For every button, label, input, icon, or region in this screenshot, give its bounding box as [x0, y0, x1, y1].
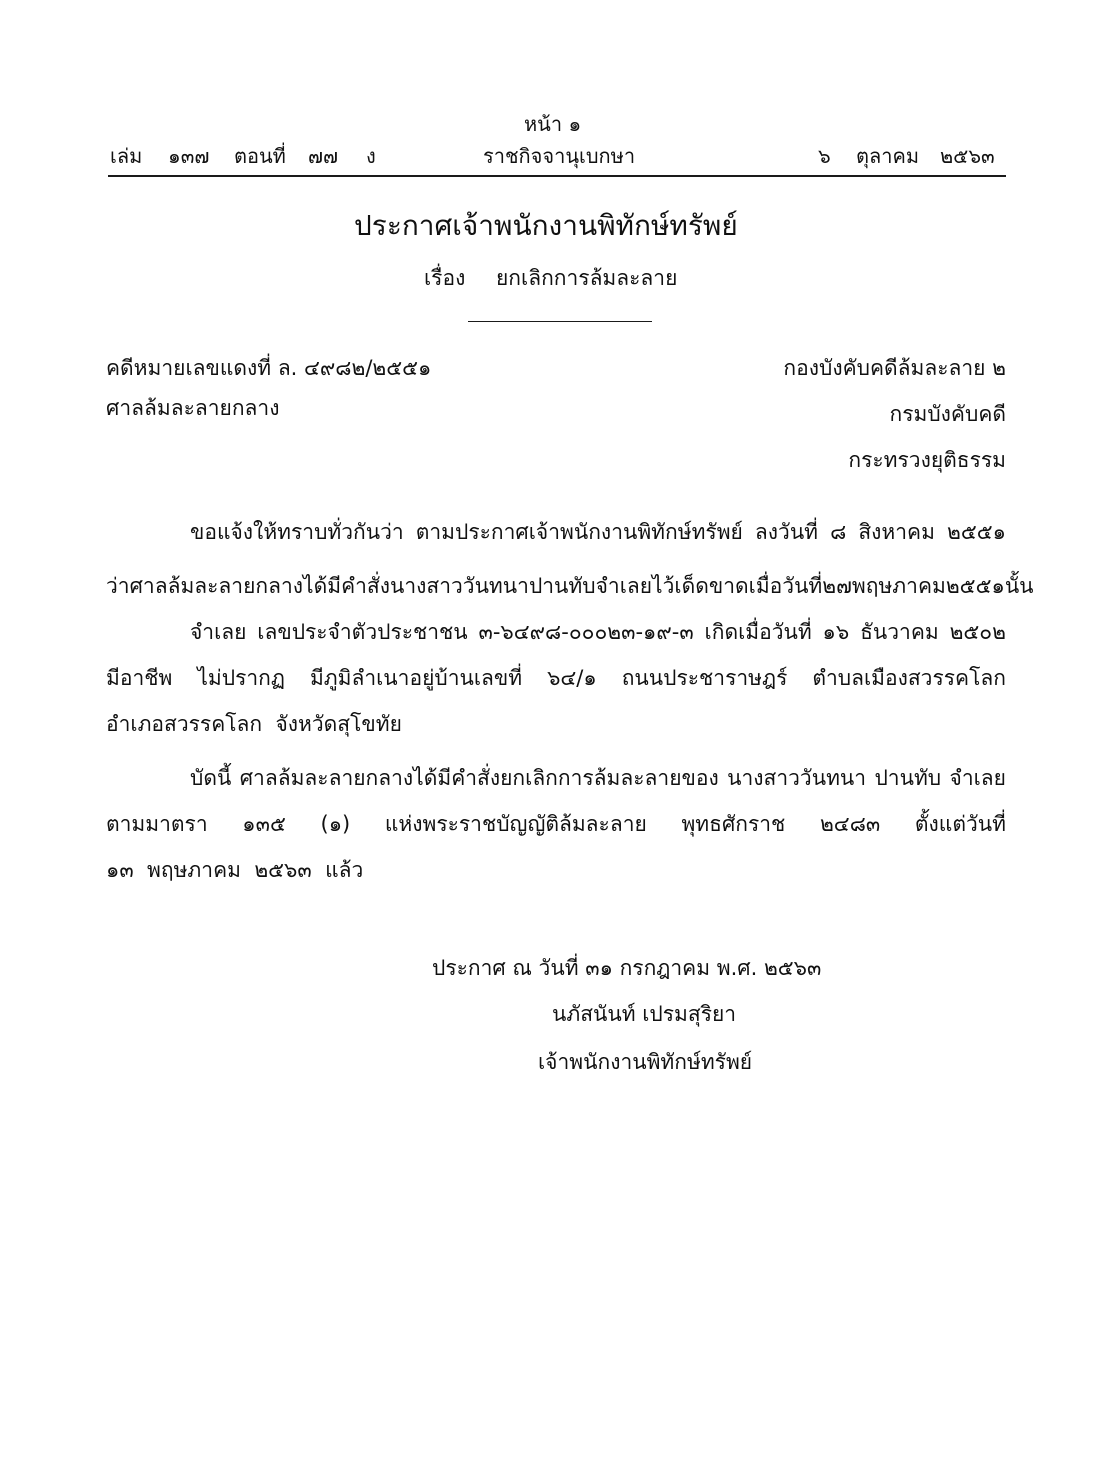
text-segment: แห่งพระราชบัญญัติล้มละลาย	[384, 812, 647, 836]
paragraph-2-line-1	[190, 622, 1006, 643]
text-segment: ลงวันที่	[754, 520, 819, 544]
paragraph-2-line-2	[106, 668, 1006, 689]
case-number: คดีหมายเลขแดงที่ ล. ๔๙๘๒/๒๕๕๑	[106, 356, 432, 380]
subject-text: ยกเลิกการล้มละลาย	[496, 266, 678, 290]
text-segment: เลขประจำตัวประชาชน	[257, 620, 468, 644]
page-number: หน้า ๑	[524, 112, 582, 136]
section-number: ๗๗	[308, 144, 339, 168]
text-segment: มีภูมิลำเนาอยู่บ้านเลขที่	[309, 666, 523, 690]
section-letter: ง	[366, 144, 376, 168]
text-segment: ขอแจ้งให้ทราบทั่วกันว่า	[190, 520, 404, 544]
text-segment: นางสาววันทนา	[727, 766, 867, 790]
announcement-date: ประกาศ ณ วันที่ ๓๑ กรกฎาคม พ.ศ. ๒๕๖๓	[432, 956, 822, 980]
office-ministry: กระทรวงยุติธรรม	[848, 448, 1006, 472]
header-date-year: ๒๕๖๓	[940, 144, 995, 168]
paragraph-3-line-2	[106, 814, 1006, 835]
text-segment: ไม่ปรากฏ	[197, 666, 285, 690]
text-segment: ๒๔๘๓	[819, 812, 881, 836]
volume-number: ๑๓๗	[168, 144, 210, 168]
text-segment: ว่าศาลล้มละลายกลางได้มีคำสั่ง	[106, 574, 390, 598]
text-segment: ๖๔/๑	[547, 666, 597, 690]
text-segment: (๑)	[320, 812, 351, 836]
office-department: กรมบังคับคดี	[889, 402, 1006, 426]
signatory-name: นภัสนันท์ เปรมสุริยา	[552, 1002, 737, 1026]
text-segment: จำเลย	[949, 766, 1006, 790]
text-segment: จำเลย	[190, 620, 247, 644]
subject-label: เรื่อง	[424, 266, 466, 290]
text-segment: พุทธศักราช	[681, 812, 786, 836]
text-segment: ปานทับ	[874, 766, 942, 790]
text-segment: ศาลล้มละลายกลางได้มีคำสั่งยกเลิกการล้มละลายของ	[239, 766, 719, 790]
text-segment: ๒๕๕๑	[945, 574, 1005, 598]
text-segment: ๑๖	[822, 620, 850, 644]
text-segment: ๒๕๕๑	[946, 520, 1006, 544]
text-segment: ธันวาคม	[860, 620, 939, 644]
text-segment: พฤษภาคม	[851, 574, 946, 598]
text-segment: ถนนประชาราษฎร์	[621, 666, 788, 690]
text-segment: จำเลย	[595, 574, 653, 598]
text-segment: มีอาชีพ	[106, 666, 173, 690]
text-segment: ๘	[830, 520, 847, 544]
text-segment: สิงหาคม	[858, 520, 935, 544]
text-segment: เมื่อวันที่	[748, 574, 823, 598]
text-segment: ๑๓๕	[242, 812, 286, 836]
header-date-day: ๖	[818, 144, 831, 168]
header-rule	[108, 175, 1006, 177]
header-date-month: ตุลาคม	[856, 144, 920, 168]
section-label: ตอนที่	[234, 144, 286, 168]
gazette-name: ราชกิจจานุเบกษา	[483, 144, 636, 168]
volume-label: เล่ม	[110, 144, 143, 168]
signatory-position: เจ้าพนักงานพิทักษ์ทรัพย์	[538, 1050, 753, 1074]
text-segment: ตำบลเมืองสวรรคโลก	[812, 666, 1006, 690]
text-segment: ตามมาตรา	[106, 812, 208, 836]
court-name: ศาลล้มละลายกลาง	[106, 396, 280, 420]
text-segment: ตั้งแต่วันที่	[914, 812, 1006, 836]
paragraph-3-line-3: ๑๓ พฤษภาคม ๒๕๖๓ แล้ว	[106, 858, 364, 882]
text-segment: ไว้เด็ดขาด	[652, 574, 749, 598]
paragraph-3-line-1	[190, 768, 1006, 789]
paragraph-1-line-2	[106, 574, 1034, 598]
text-segment: ๓-๖๔๙๘-๐๐๐๒๓-๑๙-๓	[478, 620, 694, 644]
paragraph-2-line-3: อำเภอสวรรคโลก จังหวัดสุโขทัย	[106, 712, 402, 736]
office-division: กองบังคับคดีล้มละลาย ๒	[783, 356, 1006, 380]
title-divider	[468, 321, 652, 322]
text-segment: บัดนี้	[190, 766, 232, 790]
text-segment: นั้น	[1004, 574, 1034, 598]
paragraph-1-line-1	[190, 522, 1006, 543]
announcement-title: ประกาศเจ้าพนักงานพิทักษ์ทรัพย์	[354, 209, 738, 242]
text-segment: เกิดเมื่อวันที่	[704, 620, 812, 644]
text-segment: ตามประกาศเจ้าพนักงานพิทักษ์ทรัพย์	[415, 520, 743, 544]
text-segment: ๒๗	[822, 574, 852, 598]
text-segment: ปานทับ	[528, 574, 596, 598]
text-segment: ๒๕๐๒	[949, 620, 1006, 644]
text-segment: นางสาววันทนา	[389, 574, 529, 598]
